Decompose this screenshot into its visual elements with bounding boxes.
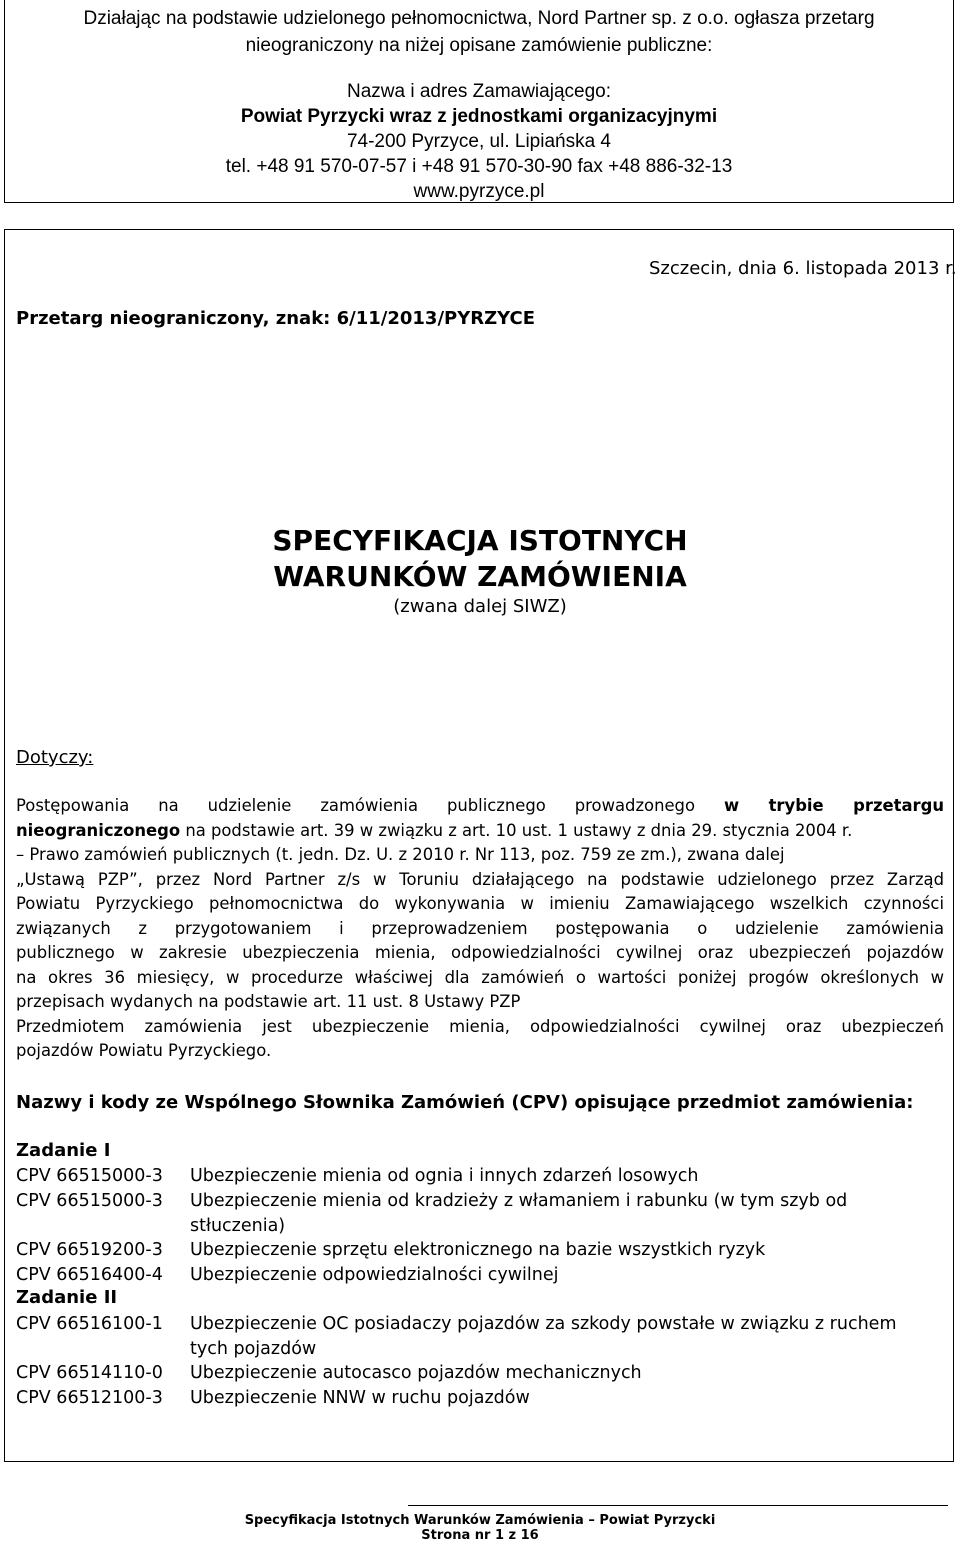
header-box xyxy=(4,0,954,203)
body-line: „Ustawą PZP”, przez Nord Partner z/s w Toruniu działającego na podstawie udzielonego przez Zarząd xyxy=(16,869,944,889)
header-line: Działając na podstawie udzielonego pełnomocnictwa, Nord Partner sp. z o.o. ogłasza przetarg xyxy=(83,8,875,29)
section-label-dotyczy: Dotyczy: xyxy=(16,747,94,768)
header-line: nieograniczony na niżej opisane zamówienie publiczne: xyxy=(245,35,713,56)
zamawiajacy-name: Powiat Pyrzycki wraz z jednostkami organizacyjnymi xyxy=(240,106,718,127)
page-title: SPECYFIKACJA ISTOTNYCH xyxy=(272,524,688,557)
zadanie-1-label: Zadanie I xyxy=(16,1140,111,1161)
page-title-line2: WARUNKÓW ZAMÓWIENIA xyxy=(273,560,687,593)
cpv-description: Ubezpieczenie sprzętu elektronicznego na bazie wszystkich ryzyk xyxy=(190,1240,766,1260)
cpv-code: CPV 66515000-3 xyxy=(16,1191,163,1211)
cpv-description: Ubezpieczenie autocasco pojazdów mechanicznych xyxy=(190,1363,642,1383)
cpv-description: Ubezpieczenie NNW w ruchu pojazdów xyxy=(190,1388,530,1408)
body-line: publicznego w zakresie ubezpieczenia mienia, odpowiedzialności cywilnej oraz ubezpieczeń pojazdów xyxy=(16,943,944,962)
cpv-description: Ubezpieczenie mienia od ognia i innych zdarzeń losowych xyxy=(190,1166,699,1186)
header-line: Nazwa i adres Zamawiającego: xyxy=(346,81,611,102)
cpv-code: CPV 66516400-4 xyxy=(16,1265,163,1285)
cpv-code: CPV 66516100-1 xyxy=(16,1314,163,1334)
body-line: związanych z przygotowaniem i przeprowadzeniem postępowania o udzielenie zamówienia xyxy=(16,918,944,938)
page-number: Strona nr 1 z 16 xyxy=(421,1528,539,1543)
body-line: nieograniczonego na podstawie art. 39 w związku z art. 10 ust. 1 ustawy z dnia 29. stycznia 2004 r. xyxy=(16,820,853,840)
body-line: Powiatu Pyrzyckiego pełnomocnictwa do wykonywania w imieniu Zamawiającego wszelkich czynności xyxy=(16,894,944,913)
zamawiajacy-address: 74-200 Pyrzyce, ul. Lipiańska 4 xyxy=(346,131,612,152)
cpv-code: CPV 66515000-3 xyxy=(16,1166,163,1186)
cpv-code: CPV 66514110-0 xyxy=(16,1363,163,1383)
footer-title: Specyfikacja Istotnych Warunków Zamówienia – Powiat Pyrzycki xyxy=(244,1513,716,1528)
cpv-code: CPV 66512100-3 xyxy=(16,1388,163,1408)
cpv-description: Ubezpieczenie odpowiedzialności cywilnej xyxy=(190,1265,559,1285)
cpv-code: CPV 66519200-3 xyxy=(16,1240,163,1260)
cpv-heading: Nazwy i kody ze Wspólnego Słownika Zamówień (CPV) opisujące przedmiot zamówienia: xyxy=(16,1092,914,1113)
tender-reference: Przetarg nieograniczony, znak: 6/11/2013/PYRZYCE xyxy=(16,308,536,329)
zamawiajacy-phone: tel. +48 91 570-07-57 i +48 91 570-30-90 fax +48 886-32-13 xyxy=(225,156,733,177)
body-line: na okres 36 miesięcy, w procedurze właściwej dla zamówień o wartości poniżej progów określonych w xyxy=(16,967,944,987)
page-subtitle: (zwana dalej SIWZ) xyxy=(393,596,567,617)
body-line: – Prawo zamówień publicznych (t. jedn. Dz. U. z 2010 r. Nr 113, poz. 759 ze zm.), zwana dalej xyxy=(16,845,785,864)
body-line: przepisach wydanych na podstawie art. 11 ust. 8 Ustawy PZP xyxy=(16,992,521,1011)
cpv-description: Ubezpieczenie OC posiadaczy pojazdów za szkody powstałe w związku z ruchem tych pojazdów xyxy=(190,1314,897,1359)
document-date: Szczecin, dnia 6. listopada 2013 r. xyxy=(649,258,957,279)
zadanie-2-label: Zadanie II xyxy=(16,1287,118,1308)
footer-divider xyxy=(408,1505,948,1506)
body-line: Postępowania na udzielenie zamówienia publicznego prowadzonego w trybie przetargu xyxy=(16,796,944,815)
cpv-description: Ubezpieczenie mienia od kradzieży z włamaniem i rabunku (w tym szyb od stłuczenia) xyxy=(190,1191,848,1236)
body-line: pojazdów Powiatu Pyrzyckiego. xyxy=(16,1041,272,1060)
body-paragraph xyxy=(16,794,944,1064)
body-line: Przedmiotem zamówienia jest ubezpieczenie mienia, odpowiedzialności cywilnej oraz ubezpieczeń xyxy=(16,1016,944,1036)
zamawiajacy-website: www.pyrzyce.pl xyxy=(413,181,545,202)
